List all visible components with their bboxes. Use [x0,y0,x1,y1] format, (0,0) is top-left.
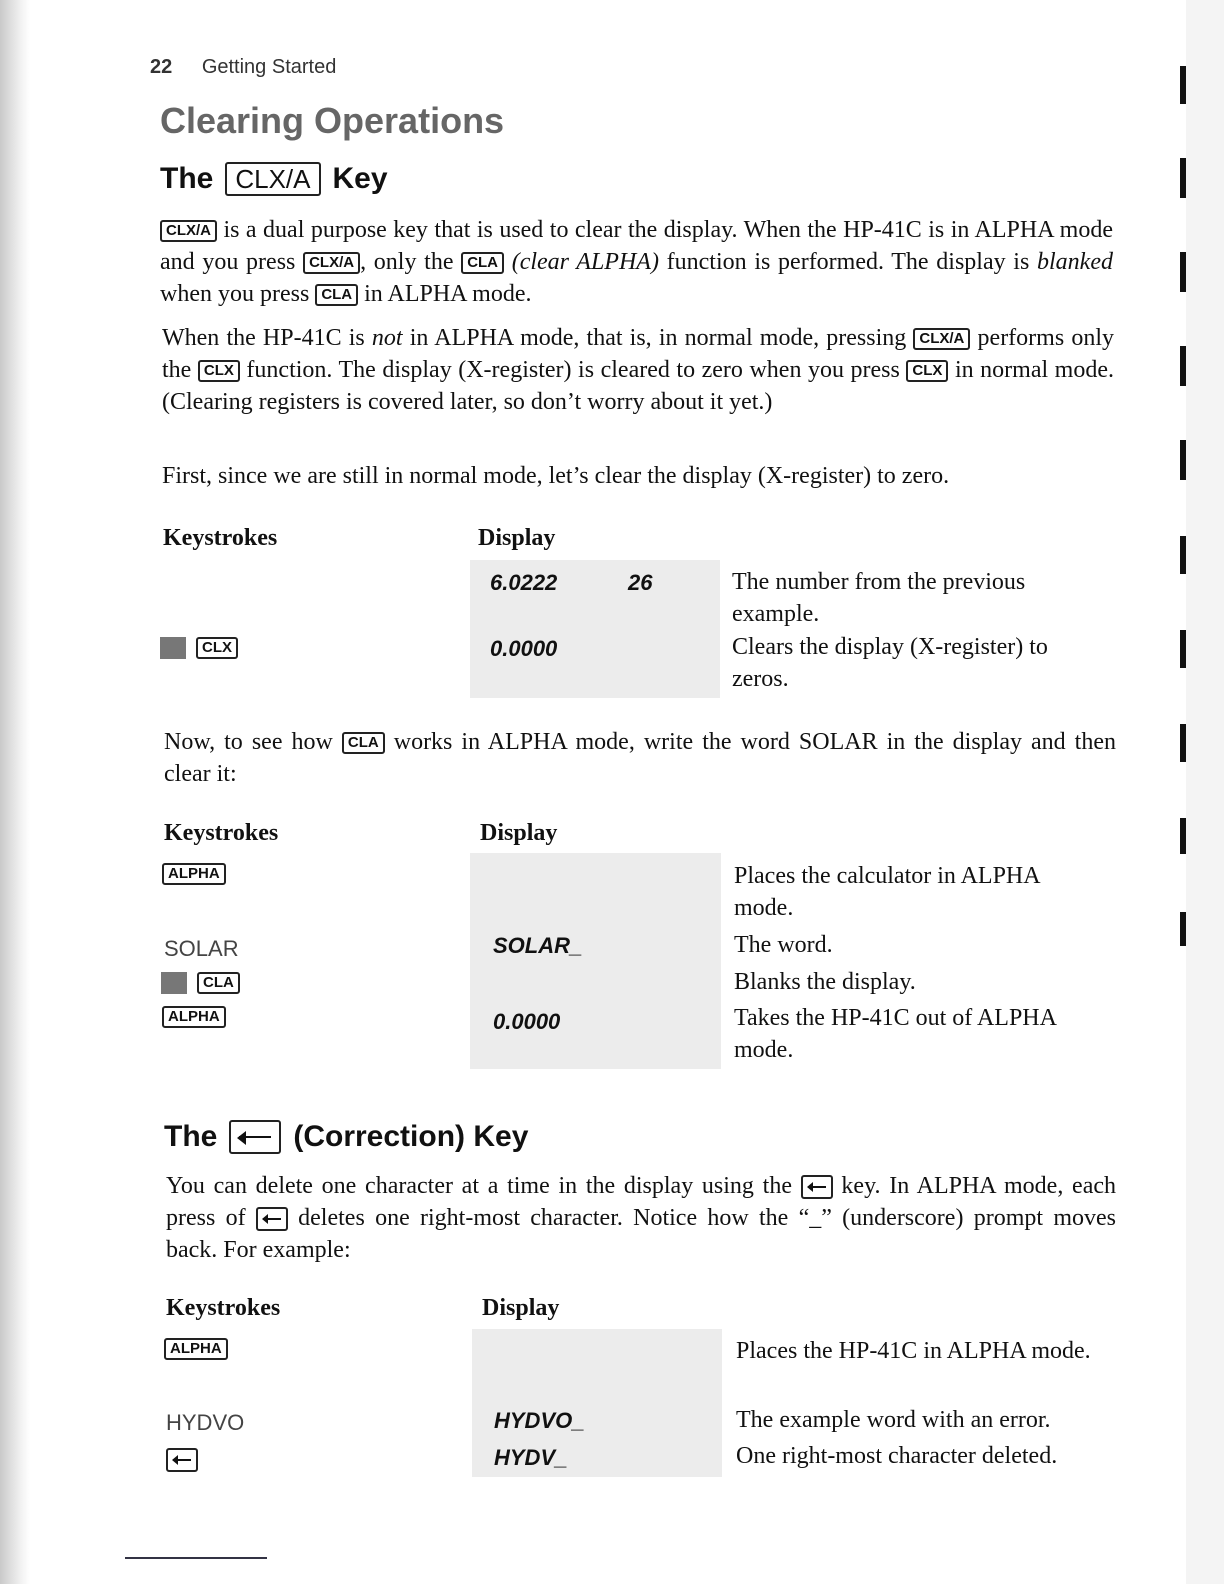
display-value: HYDVO_ [494,1408,585,1433]
subhead-the: The [160,162,214,195]
cla-key: CLA [197,972,240,994]
display-exponent: 26 [628,570,653,595]
cla-key: CLA [315,284,358,306]
clx-key: CLX [198,360,240,382]
page-shadow [0,0,30,1584]
clx-paragraph-4 [164,726,1116,790]
clx-key: CLX [906,360,948,382]
edge-mark [1180,440,1186,480]
edge-mark [1180,536,1186,574]
row-description: The word. [734,932,833,958]
text: in normal mode. (Clearing registers is covered later, so don’t worry about it yet.) [162,357,1115,415]
keystroke-sequence [162,863,226,885]
display-value: 0.0000 [493,1009,561,1034]
chapter-title: Getting Started [201,56,337,78]
text: function. The display (X-register) is cleared to zero when you press [239,357,907,383]
keystroke-sequence [164,1338,228,1360]
clx-a-key: CLX/A [160,220,217,242]
subhead-the: The [164,1120,218,1153]
keystroke-sequence [161,972,240,994]
alpha-key: ALPHA [162,1006,226,1028]
backspace-key-icon [256,1207,288,1231]
keystrokes-header: Keystrokes [164,820,279,846]
backspace-key-icon [166,1448,198,1472]
edge-mark [1180,346,1186,386]
right-page-edge [1186,0,1224,1584]
clx-subhead [160,162,388,196]
clx-a-key: CLX/A [913,328,970,350]
shift-key [161,972,187,994]
edge-mark [1180,66,1186,104]
keystrokes-header: Keystrokes [166,1295,281,1321]
text: when you press [160,281,316,307]
footnote-rule [125,1557,267,1559]
alpha-input-text: HYDVO [166,1410,245,1435]
clx-a-key: CLX/A [225,162,320,196]
edge-mark [1180,630,1186,668]
shift-key [160,637,186,659]
subhead-correction-key: (Correction) Key [293,1120,529,1153]
text: You can delete one character at a time in the display using the [166,1173,801,1199]
edge-mark [1180,252,1186,292]
display-value: 6.0222 [490,570,558,595]
backspace-key-icon [801,1175,833,1199]
text: deletes one right-most character. Notice how the “_” (underscore) prompt moves back. For example: [166,1205,1116,1263]
correction-subhead [164,1120,528,1154]
text: , only the [360,249,462,275]
display-value: 0.0000 [490,636,558,661]
cla-key: CLA [461,252,504,274]
display-value: SOLAR_ [493,933,583,958]
edge-mark [1180,818,1186,854]
display-header: Display [482,1295,560,1321]
alpha-input-text: SOLAR [164,936,239,961]
clx-paragraph-2 [162,322,1114,418]
cla-key: CLA [342,732,385,754]
backspace-key-icon [229,1120,281,1154]
keystroke-sequence [162,1006,226,1028]
row-description: Blanks the display. [734,969,916,995]
clx-a-key: CLX/A [303,252,360,274]
display-panel [470,853,721,1069]
edge-mark [1180,912,1186,946]
clx-paragraph-1 [160,214,1113,310]
text-italic: not [371,325,403,351]
text: performs only the [162,325,1114,383]
alpha-key: ALPHA [164,1338,228,1360]
display-value: HYDV_ [494,1445,568,1470]
row-description: Takes the HP-41C out of ALPHA mode. [734,1005,1056,1063]
clx-key: CLX [196,637,238,659]
display-header: Display [478,525,556,551]
text-italic: blanked [1037,249,1113,275]
page-number: 22 [150,56,173,78]
keystroke-sequence [160,637,238,659]
subhead-key: Key [332,162,388,195]
running-head [150,56,336,79]
alpha-key: ALPHA [162,863,226,885]
display-header: Display [480,820,558,846]
text: When the HP-41C is [162,325,372,351]
row-description: Places the HP-41C in ALPHA mode. [736,1338,1091,1364]
text: in ALPHA mode. [358,281,532,307]
correction-paragraph [166,1170,1116,1266]
text-italic: (clear ALPHA) [511,249,659,275]
text: Now, to see how [164,729,342,755]
edge-mark [1180,158,1186,198]
text: works in ALPHA mode, write the word SOLAR in the display and then clear it: [164,729,1117,787]
text: in ALPHA mode, that is, in normal mode, pressing [402,325,914,351]
row-description: One right-most character deleted. [736,1443,1058,1469]
edge-mark [1180,724,1186,762]
section-title: Clearing Operations [160,100,505,141]
row-description: The number from the previous example. [732,569,1026,627]
text: key. In ALPHA mode, each press of [166,1173,1117,1231]
keystrokes-header: Keystrokes [163,525,278,551]
row-description: The example word with an error. [736,1407,1051,1433]
keystroke-sequence [166,1448,198,1472]
row-description: Places the calculator in ALPHA mode. [734,863,1040,921]
row-description: Clears the display (X-register) to zeros. [732,634,1048,692]
text: function is performed. The display is [658,249,1038,275]
clx-paragraph-3: First, since we are still in normal mode, let’s clear the display (X-register) to zero. [162,463,950,489]
text: is a dual purpose key that is used to clear the display. When the HP-41C is in ALPHA mode and you press [160,217,1113,275]
